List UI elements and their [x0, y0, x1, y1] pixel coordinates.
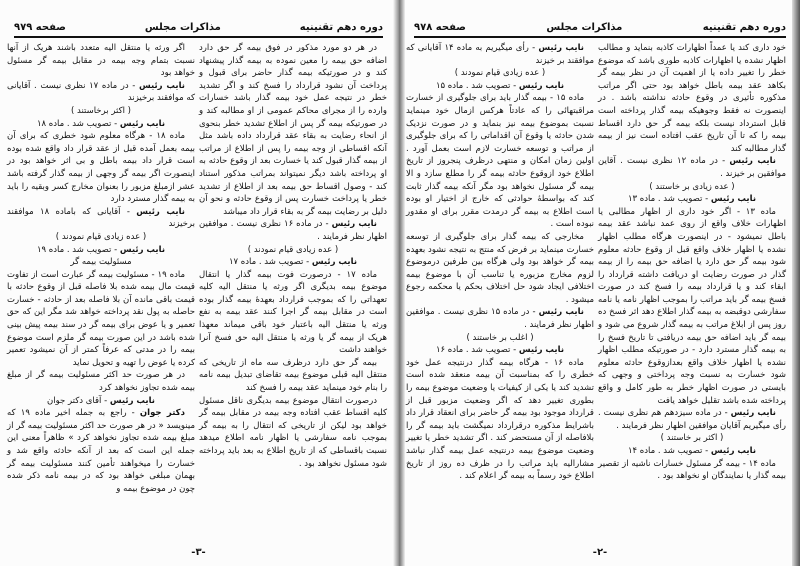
stage-direction: ( اکثر بر خاستند )	[660, 433, 724, 444]
text-column	[199, 42, 387, 470]
article-paragraph: خود داری کند یا عمداً اظهارات کاذبه بنماید و مطالب اظهار نشده یا اظهارات کاذبه طوری باشد که موضوع خطر را تغییر داده یا از اهمیت آن در نظر بیمه گر بکاهد عقد بیمه باطل خواهد بود حتی اگر مراتب مذکوره تأثیری در وقوع حادثه نداشته باشد . در اینصورت نه فقط وجوهیکه بیمه گذار پرداخته است قابل استرداد نیست بلکه بیمه گر حق دارد اقساط بیمه را که تا آن تاریخ عقب افتاده است نیز از بیمه گذار مطالبه کند	[598, 43, 786, 154]
remark-text: - تصویب شد . ماده ۱۸	[36, 118, 120, 129]
speaker-name: نایب رئیس	[710, 194, 757, 205]
speaker-name: نایب رئیس	[119, 244, 166, 255]
article-paragraph: ماده ۱۵ - بیمه گذار باید برای جلوگیری از خسارت مراقبتهائی را که عادتاً هرکس ازمال خود مینماید نسبت بموضوع بیمه نیز بنماید و در صورت نزدیک شدن حادثه یا وقوع آن اقداماتی را که برای جلوگیری از مراتب و توسعه خسارت لازم است بعمل آورد . اولین زمان امکان و منتهی درظرف پنجروز از تاریخ اطلاع خود ازوقوع حادثه بیمه گر را مطلع سازد و الا بیمه گر مسئول نخواهد بود مگر آنکه بیمه گذار ثابت کند که بواسطهٔ حوادثی که خارج از اختیار او بوده است اطلاع به بیمه گر درمدت مقرر برای او مقدور نبوده است .	[406, 93, 594, 230]
remark-text: - تصویب شد . ماده ۱۹	[36, 244, 120, 255]
header-rule	[414, 36, 786, 38]
speaker-remark	[406, 344, 594, 357]
article-paragraph: درصورت انتقال موضوع بیمه بدیگری ناقل مسئول کلیه اقساط عقب افتاده وجه بیمه در مقابل بیمه گر خواهد بود لیکن از تاریخی که انتقال را به بیمه گر بموجب نامه سفارشی یا اظهار نامه اطلاع میدهد نسبت باقساطی که از تاریخ اطلاع به بعد باید پرداخته شود مسئول نخواهد بود .	[199, 395, 387, 469]
speaker-remark	[199, 256, 387, 269]
stage-direction: ( اغلب بر خاستند )	[466, 332, 534, 343]
speaker-remark	[7, 244, 195, 257]
article-paragraph: ماده ۱۴ - بیمه گر مسئول خسارات ناشیه از تقصیر بیمه گذار یا نمایندگان او نخواهد بود .	[598, 458, 786, 482]
speaker-name: نایب رئیس	[518, 80, 565, 91]
page-header	[14, 18, 383, 36]
page-number-label: صفحه ۹۷۸	[414, 21, 466, 33]
article-paragraph: در هر صورت حد اکثر مسئولیت بیمه گر از مبلغ بیمه شده تجاوز نخواهد کرد	[7, 370, 195, 394]
stage-direction: مسئولیت بیمه گر	[70, 257, 132, 268]
article-paragraph: بیمه گر حق دارد درظرف سه ماه از تاریخی که منتقل الیه قبلی موضوع بیمه تقاضای تبدیل بیمه نامه را بنام خود مینماید عقد بیمه را فسخ کند	[199, 357, 387, 394]
page-edge-shadow	[792, 0, 800, 566]
speaker-name: نایب رئیس	[730, 408, 776, 419]
article-paragraph: ماده ۱۹ - مسئولیت بیمه گر عبارت است از تفاوت قیمت مال بیمه شده بلا فاصله قبل از وقوع حادثه با قیمت باقی مانده آن بلا فاصله بعد از حادثه - خسارت حاصله به پول نقد پرداخته خواهد شد مگر این که حق تعمیر و یا عوض برای بیمه گر در سند بیمه پیش بینی شده باشد در این صورت بیمه گر ملزم است موضوع بیمه را در مدتی که عرفاً کمتر از آن نمیشود تعمیر کرده یا عوض را تهیه و تحویل نماید	[7, 269, 195, 368]
remark-text: - آقای دکتر جوان	[47, 395, 110, 406]
speaker-remark	[598, 155, 786, 180]
article-paragraph: ماده ۱۳ - اگر خود داری از اظهار مطالبی یا اظهارات خلاف واقع از روی عمد نباشد عقد بیمه باطل نمیشود - در اینصورت هرگاه مطلب اظهار نشده یا اظهار خلاف واقع قبل از وقوع حادثه معلوم شود بیمه گر حق دارد یا اضافه حق بیمه را از بیمه گذار در صورت رضایت او دریافت داشته قرارداد را ابقاء کند و یا قرارداد بیمه را فسخ کند در صورت فسخ بیمه گر باید مراتب را بموجب اظهار نامه یا نامه سفارشی دوقبضه به بیمه گذار اطلاع دهد اثر فسخ ده روز پس از ابلاغ مراتب به بیمه گذار شروع می شود و بیمه گر باید اضافه حق بیمه دریافتی تا تاریخ فسخ را به بیمه گذار مسترد دارد - در صورتیکه مطلب اظهار نشده یا اظهار خلاف واقع بعدازوقوع حادثه معلوم شود خسارت به نسبت وجه پرداختی و وجهی که بایستی در صورت اظهار خطر به طور کامل و واقع پرداخته شده باشد تقلیل خواهد یافت	[598, 206, 786, 406]
stage-direction: ( اکثر برخاستند )	[70, 105, 131, 116]
speaker-remark	[598, 445, 786, 458]
article-paragraph: ماده ۱۷ - درصورت فوت بیمه گذار یا انتقال موضوع بیمه بدیگری اگر ورثه یا منتقل الیه کلیه تعهداتی را که بموجب قرارداد بعهدهٔ بیمه گذار بوده است در مقابل بیمه گر اجرا کنند عقد بیمه به نفع ورثه یا منتقل الیه باعتبار خود باقی میماند معهذا هریک از بیمه گر یا ورثه یا منتقل الیه حق فسخ آنرا خواهند داشت	[199, 269, 387, 356]
article-paragraph: ماده ۱۸ - هرگاه معلوم شود خطری که برای آن بیمه بعمل آمده قبل از عقد قرار داد واقع شده بوده است قرار داد بیمه باطل و بی اثر خواهد بود در اینصورت اگر بیمه گر وجهی از بیمه گذار گرفته باشد عشر ازمبلغ مزبور را بعنوان مخارج کسر وبقیه را باید به بیمه گذار مسترد دارد	[7, 131, 195, 205]
speaker-remark	[7, 206, 195, 231]
speaker-remark	[7, 395, 195, 408]
speaker-name: نایب رئیس	[138, 80, 185, 91]
speaker-name: نایب رئیس	[136, 206, 185, 217]
page-footer-number: -۳-	[191, 547, 206, 558]
remark-text: - راجع به جمله اخیر ماده ۱۹ که مینویسد « در هر صورت حد اکثر مسئولیت بیمه گر از مبلغ بیمه شده تجاوز نخواهد کرد » ظاهراً معنی این جمله این است که بعد از آنکه حادثه واقع شد و خسارت را میخواهند تأمین کنند مسئولیت بیمه گر بهمان مبلغی خواهد بود که در بیمه نامه ذکر شده چون در موضوع بیمه و	[7, 408, 195, 494]
speaker-remark	[598, 407, 786, 432]
speaker-name: نایب رئیس	[729, 156, 776, 167]
speaker-name: دکتر جوان	[139, 408, 185, 419]
journal-title: مذاکرات مجلس	[546, 21, 623, 33]
page-number-label: صفحه ۹۷۹	[14, 21, 66, 33]
remark-text: - تصویب شد . ماده ۱۵	[435, 80, 519, 91]
speaker-name: نایب رئیس	[119, 118, 166, 129]
session-label: دوره دهم تقنینیه	[702, 21, 786, 33]
speaker-name: نایب رئیس	[109, 395, 155, 406]
speaker-name: نایب رئیس	[710, 446, 757, 456]
article-paragraph: مخارجی که بیمه گذار برای جلوگیری از توسعه خسارت مینماید بر فرض که منتج به نتیجه نشود بعهده بیمه گر خواهد بود ولی هرگاه بین طرفین درموضوع لزوم مخارج مزبوره یا تناسب آن با موضوع بیمه اختلافی ایجاد شود حل اختلاف بحکم یا محکمه رجوع میشود .	[406, 231, 594, 305]
text-column	[598, 42, 786, 483]
text-column	[406, 42, 594, 483]
remark-text: - در ماده سیزدهم هم نظری نیست . رأی میگیریم آقایان موافقین اظهار نظر فرمایند .	[598, 408, 786, 431]
speaker-remark	[406, 42, 594, 67]
header-rule	[14, 36, 383, 38]
speaker-remark	[7, 80, 195, 105]
stage-direction: ( عده زیادی قیام نمودند )	[454, 68, 546, 79]
remark-text: - در ماده ۱۷ نظری نیست . آقایانی که موافقند برخیزند	[7, 80, 195, 104]
speaker-remark	[199, 218, 387, 243]
speaker-remark	[406, 306, 594, 331]
remark-text: - رأی میگیریم به ماده ۱۴ آقایانی که موافقند بر خیزند	[406, 43, 594, 66]
speaker-name: نایب رئیس	[538, 307, 584, 318]
remark-text: - آقایانی که باماده ۱۸ موافقند برخیزند	[7, 206, 195, 230]
book-gutter	[393, 0, 405, 566]
remark-text: - تصویب شد . ماده ۱۶	[435, 345, 519, 356]
speaker-name: نایب رئیس	[331, 219, 377, 230]
article-paragraph: اگر ورثه یا منتقل الیه متعدد باشند هریک از آنها نسبت بتمام وجه بیمه در مقابل بیمه گر مسئول خواهد بود	[7, 43, 195, 79]
article-paragraph: در هر دو مورد مذکور در فوق بیمه گر حق دارد اضافه حق بیمه را معین نموده به بیمه گذار پیشنهاد کند و در صورتیکه بیمه گذار حاضر برای قبول و پرداخت آن نشود قرارداد را فسخ کند و اگر تشدید خطر در نتیجه عمل خود بیمه گذار باشد خسارات وارده را از مجرای محاکم عمومی از او مطالبه کند و در صورتیکه بیمه گر پس از اطلاع تشدید خطر بنحوی از انحاء رضایت به بقاء عقد قرارداد داده باشد مثل آنکه اقساطی از وجه بیمه را پس از اطلاع از مراتب از بیمه گذار قبول کند یا خسارت بعد از وقوع حادثه به او پرداخته باشد دیگر نمیتواند بمراتب مذکور استناد کند - وصول اقساط حق بیمه بعد از اطلاع از تشدید خطر یا پرداخت خسارت پس از وقوع حادثه و نحو آن دلیل بر رضایت بیمه گر به بقاء قرار داد میباشد	[199, 43, 387, 217]
remark-text: - در ماده ۱۲ نظری نیست . آقاین موافقین بر خیزند .	[598, 156, 786, 179]
text-column	[7, 42, 195, 495]
remark-text: - تصویب شد . ماده ۱۷	[228, 257, 312, 268]
speaker-name: نایب رئیس	[538, 43, 584, 53]
remark-text: - در ماده ۱۶ نظری نیست . موافقین اظهار نظر فرمایند .	[199, 219, 387, 242]
speaker-name: نایب رئیس	[518, 345, 565, 356]
speaker-remark	[598, 193, 786, 206]
remark-text: - تصویب شد . ماده ۱۳	[627, 194, 711, 205]
remark-text: - تصویب شد . ماده ۱۴	[627, 446, 711, 456]
speaker-remark	[7, 118, 195, 131]
page-978	[400, 0, 800, 566]
speaker-name: نایب رئیس	[311, 257, 358, 268]
stage-direction: ( عده زیادی قیام نمودند )	[247, 244, 339, 255]
stage-direction: ( عده زیادی بر خاستند )	[649, 181, 735, 192]
stage-direction: ( عده زیادی قیام نمودند )	[55, 231, 147, 242]
session-label: دوره دهم تقنینیه	[299, 21, 383, 33]
journal-title: مذاکرات مجلس	[144, 21, 221, 33]
page-header	[414, 18, 786, 36]
page-footer-number: -۲-	[592, 547, 608, 558]
page-979	[0, 0, 397, 566]
speaker-remark	[406, 80, 594, 93]
speaker-remark	[7, 407, 195, 495]
remark-text: - در ماده ۱۵ نظری نیست . موافقین اظهار نظر فرمایند .	[406, 307, 594, 331]
article-paragraph: ماده ۱۶ - هرگاه بیمه گذار درنتیجه عمل خود خطری را که بمناسبت آن بیمه منعقد شده است تشدید کند یا یکی از کیفیات یا وضعیت موضوع بیمه را بطوری تغییر دهد که اگر وضعیت مزبور قبل از قرارداد موجود بود بیمه گر حاضر برای انعقاد قرار داد باشرایط مذکوره درقرارداد نمیگشت باید بیمه گر را بلافاصله از آن مستحضر کند . اگر تشدید خطر یا تغییر وضعیت موضوع بیمه درنتیجه عمل بیمه گذار نباشد مشارالیه باید مراتب را در ظرف ده روز از تاریخ اطلاع خود رسماً به بیمه گر اعلام کند .	[406, 357, 594, 482]
